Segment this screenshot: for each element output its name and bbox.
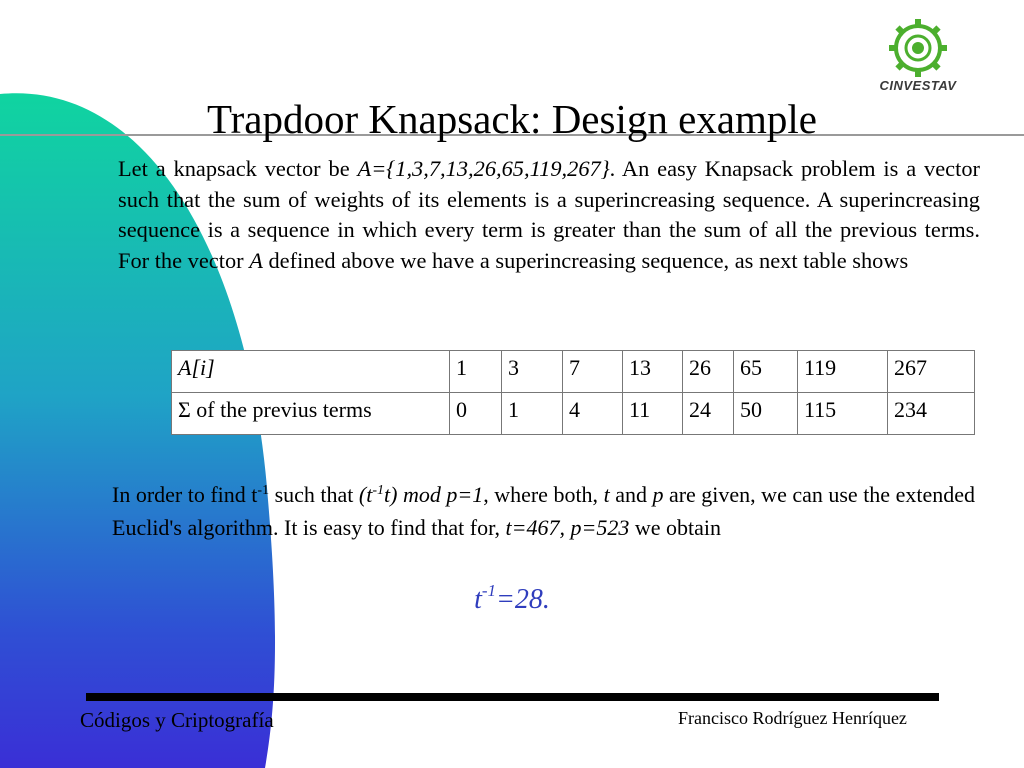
math-expression: (t — [358, 482, 373, 507]
exponent: -1 — [372, 483, 385, 498]
table-cell: 65 — [734, 351, 798, 393]
table-cell: 234 — [888, 393, 975, 435]
table-cell: 24 — [683, 393, 734, 435]
inverse-result — [0, 581, 1024, 616]
intro-paragraph — [118, 154, 980, 276]
euclid-text: we obtain — [629, 515, 721, 540]
exponent: -1 — [257, 483, 270, 498]
euclid-paragraph — [112, 478, 992, 544]
table-cell: 267 — [888, 351, 975, 393]
logo-text: CINVESTAV — [879, 78, 957, 93]
table-cell: 13 — [623, 351, 683, 393]
cinvestav-logo — [872, 18, 964, 104]
result-base: t — [474, 584, 482, 615]
table-cell: 1 — [450, 351, 502, 393]
row-label: A[i] — [172, 351, 450, 393]
variable-p: p — [652, 482, 664, 507]
superincreasing-table — [171, 350, 975, 435]
euclid-text: are given, we can use the extended Euclid's algorithm. It is easy to find that for, — [112, 482, 975, 540]
gear-emblem-icon — [872, 18, 964, 78]
intro-text-1: Let a knapsack vector be — [118, 156, 358, 181]
intro-text-2: . An easy Knapsack problem is a vector such that the sum of weights of its elements is a superincreasing sequence. A superincreasing sequence is a sequence in which every term is greater than the sum of all the previous terms. For the vector — [118, 156, 980, 273]
table-cell: 115 — [798, 393, 888, 435]
slide-title: Trapdoor Knapsack: Design example — [207, 96, 817, 142]
table-cell: 26 — [683, 351, 734, 393]
course-name: Códigos y Criptografía — [80, 708, 274, 732]
footer-divider — [86, 693, 939, 701]
euclid-text: such that — [269, 482, 359, 507]
vector-definition: A={1,3,7,13,26,65,119,267} — [357, 156, 610, 181]
vector-name: A — [249, 247, 263, 273]
given-values: t=467, p=523 — [505, 515, 630, 540]
table-row — [172, 393, 975, 435]
table-cell: 3 — [502, 351, 563, 393]
table-cell: 50 — [734, 393, 798, 435]
table-cell: 11 — [623, 393, 683, 435]
table-cell: 4 — [563, 393, 623, 435]
table-cell: 0 — [450, 393, 502, 435]
result-exponent: -1 — [481, 581, 497, 600]
table-cell: 119 — [798, 351, 888, 393]
author-name: Francisco Rodríguez Henríquez — [678, 708, 907, 728]
result-value: =28. — [496, 584, 550, 615]
euclid-text: and — [609, 482, 653, 507]
euclid-text: , where both, — [483, 482, 604, 507]
math-expression: t) mod p=1 — [384, 482, 484, 507]
intro-text-3: defined above we have a superincreasing sequence, as next table shows — [262, 247, 909, 273]
table-cell: 1 — [502, 393, 563, 435]
table-row — [172, 351, 975, 393]
row-label: Σ of the previus terms — [172, 393, 450, 435]
variable-t: t — [603, 482, 610, 507]
euclid-text: In order to find t — [112, 482, 258, 507]
table-cell: 7 — [563, 351, 623, 393]
